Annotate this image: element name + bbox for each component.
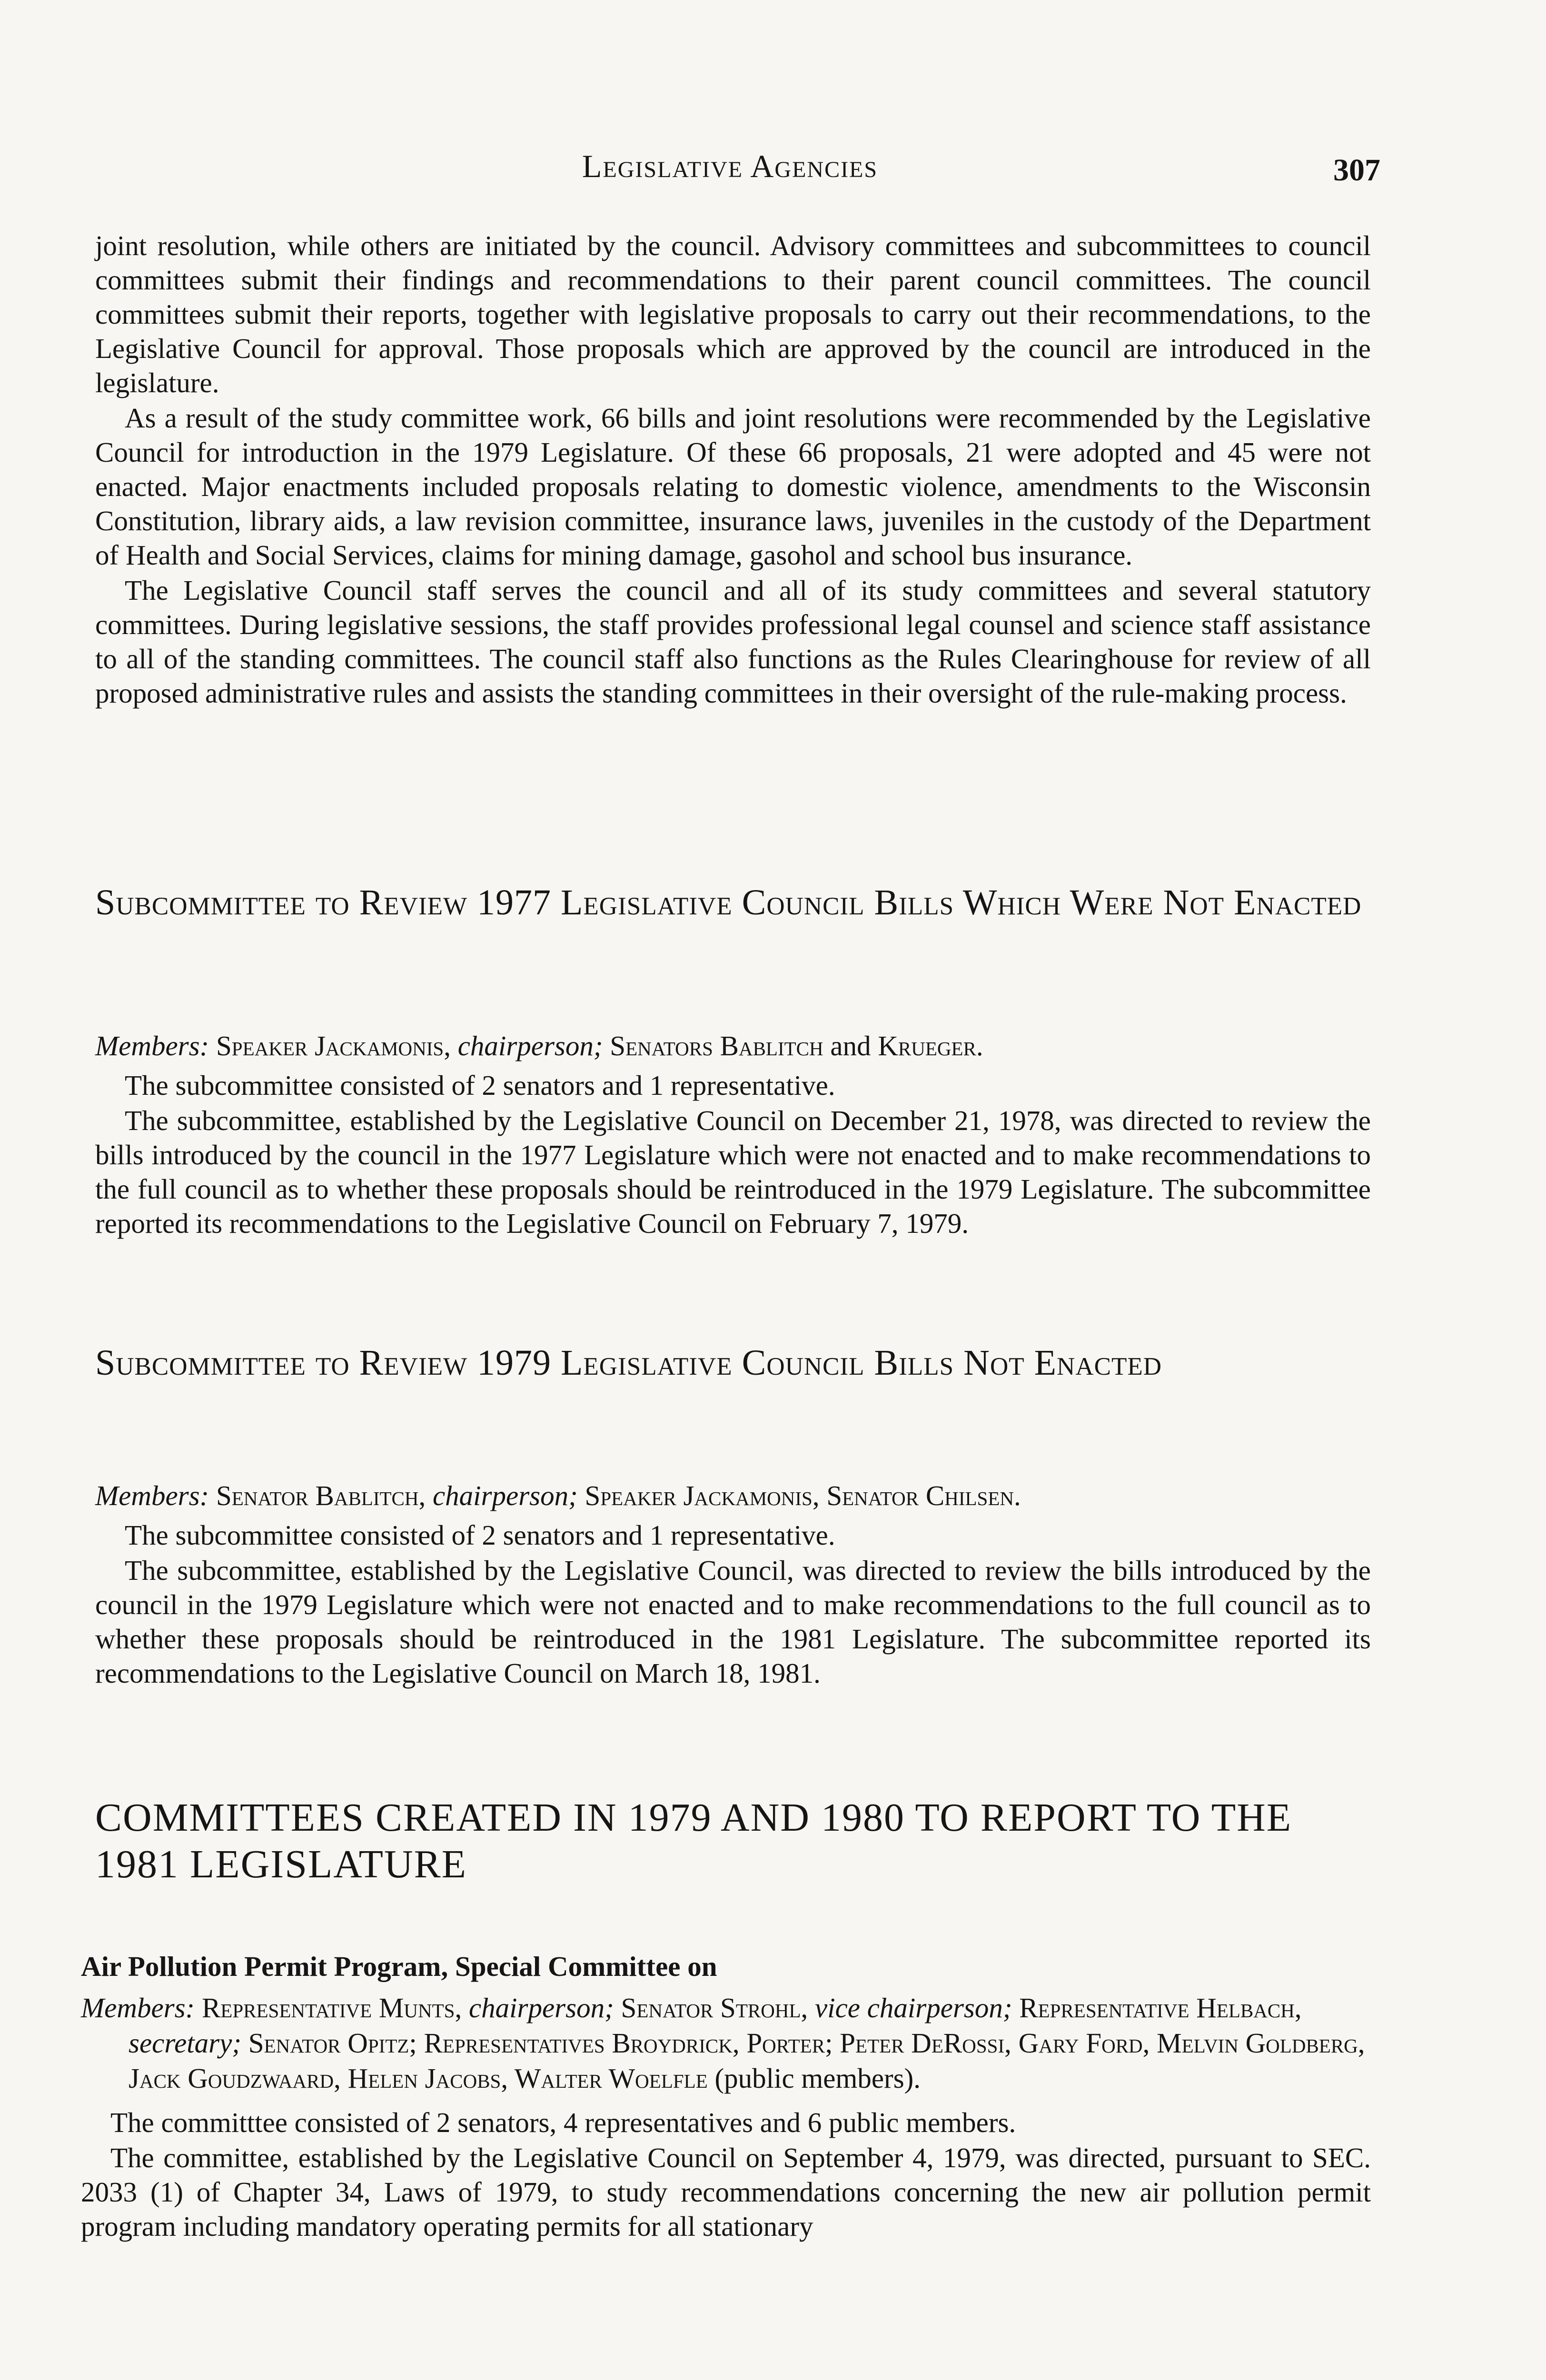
major-heading: COMMITTEES CREATED IN 1979 AND 1980 TO REPORT TO THE 1981 LEGISLATURE xyxy=(95,1795,1292,1886)
member-last: Krueger. xyxy=(878,1030,983,1061)
member-3-role: secretary; xyxy=(129,2027,241,2059)
section-1979-review xyxy=(95,1340,1371,1386)
member-3: Representative Helbach, xyxy=(1019,1992,1302,2023)
members-label: Members: xyxy=(81,1992,195,2023)
members-1979 xyxy=(95,1478,1371,1513)
section-1977-review xyxy=(95,880,1371,925)
committee-members xyxy=(81,1990,1371,2096)
member-2-role: vice chairperson; xyxy=(815,1992,1012,2023)
member-and: and xyxy=(830,1030,871,1061)
air-pollution-committee xyxy=(81,1949,1371,2243)
section-heading-1979: Subcommittee to Review 1979 Legislative Council Bills Not Enacted xyxy=(95,1343,1162,1383)
members-1977 xyxy=(95,1028,1371,1063)
page-number: 307 xyxy=(1333,153,1380,188)
members-label: Members: xyxy=(95,1480,209,1511)
section-1979-body xyxy=(95,1478,1371,1690)
member-chair-role: chairperson; xyxy=(433,1480,578,1511)
intro-paragraph-1: joint resolution, while others are initiated by the council. Advisory committees and subcommittees to council committees submit their findings and recommendations to their parent council committees. The council committees submit their reports, together with legislative proposals to carry out their recommendations, to the Legislative Council for approval. Those proposals which are approved by the council are introduced in the legislature. xyxy=(95,230,1371,398)
member-1: Representative Munts, xyxy=(201,1992,462,2023)
section-heading-1977: Subcommittee to Review 1977 Legislative Council Bills Which Were Not Enacted xyxy=(95,883,1362,922)
composition-1979: The subcommittee consisted of 2 senators and 1 representative. xyxy=(125,1519,835,1551)
intro-section xyxy=(95,228,1371,710)
member-others: Senator Opitz; Representatives Broydrick, Porter; Peter DeRossi, Gary Ford, Melvin Goldberg, Jack Goudzwaard, Helen Jacobs, Walter Woelfle xyxy=(129,2027,1365,2094)
committee-title: Air Pollution Permit Program, Special Committee on xyxy=(81,1951,717,1982)
member-2: Senator Strohl, xyxy=(621,1992,808,2023)
member-senators: Senators Bablitch xyxy=(610,1030,823,1061)
description-1979: The subcommittee, established by the Legislative Council, was directed to review the bills introduced by the council in the 1979 Legislature which were not enacted and to make recommendations to the full council as to whether these proposals should be reintroduced in the 1981 Legislature. The subcommittee reported its recommendations to the Legislative Council on March 18, 1981. xyxy=(95,1555,1371,1689)
member-chair: Senator Bablitch, xyxy=(216,1480,426,1511)
composition-1977: The subcommittee consisted of 2 senators and 1 representative. xyxy=(125,1070,835,1101)
intro-paragraph-2: As a result of the study committee work, 66 bills and joint resolutions were recommended by the Legislative Council for introduction in the 1979 Legislature. Of these 66 proposals, 21 were adopted and 45 were not enacted. Major enactments included proposals relating to domestic violence, amendments to the Wisconsin Constitution, library aids, a law revision committee, insurance laws, juveniles in the custody of the Department of Health and Social Services, claims for mining damage, gasohol and school bus insurance. xyxy=(95,402,1371,571)
member-chair: Speaker Jackamonis, xyxy=(216,1030,451,1061)
member-1-role: chairperson; xyxy=(468,1992,614,2023)
intro-paragraph-3: The Legislative Council staff serves the council and all of its study committees and several statutory committees. During legislative sessions, the staff provides professional legal counsel and science staff assistance to all of the standing committees. The council staff also functions as the Rules Clearinghouse for review of all proposed administrative rules and assists the standing committees in their oversight of the rule-making process. xyxy=(95,575,1371,709)
committees-section xyxy=(95,1795,1371,1888)
running-title: Legislative Agencies xyxy=(582,148,878,184)
committee-description: The committee, established by the Legislative Council on September 4, 1979, was directed, pursuant to SEC. 2033 (1) of Chapter 34, Laws of 1979, to study recommendations concerning the new air pollution permit program including mandatory operating permits for all stationary xyxy=(81,2142,1371,2242)
member-others-suffix: (public members). xyxy=(714,2063,921,2094)
member-rest: Speaker Jackamonis, Senator Chilsen. xyxy=(585,1480,1021,1511)
description-1977: The subcommittee, established by the Legislative Council on December 21, 1978, was directed to review the bills introduced by the council in the 1977 Legislature which were not enacted and to make recommendations to the full council as to whether these proposals should be reintroduced in the 1979 Legislature. The subcommittee reported its recommendations to the Legislative Council on February 7, 1979. xyxy=(95,1105,1371,1239)
section-1977-body xyxy=(95,1028,1371,1240)
members-label: Members: xyxy=(95,1030,209,1061)
page-header xyxy=(79,143,1380,195)
committee-composition: The committtee consisted of 2 senators, 4 representatives and 6 public members. xyxy=(110,2107,1016,2138)
member-chair-role: chairperson; xyxy=(457,1030,603,1061)
